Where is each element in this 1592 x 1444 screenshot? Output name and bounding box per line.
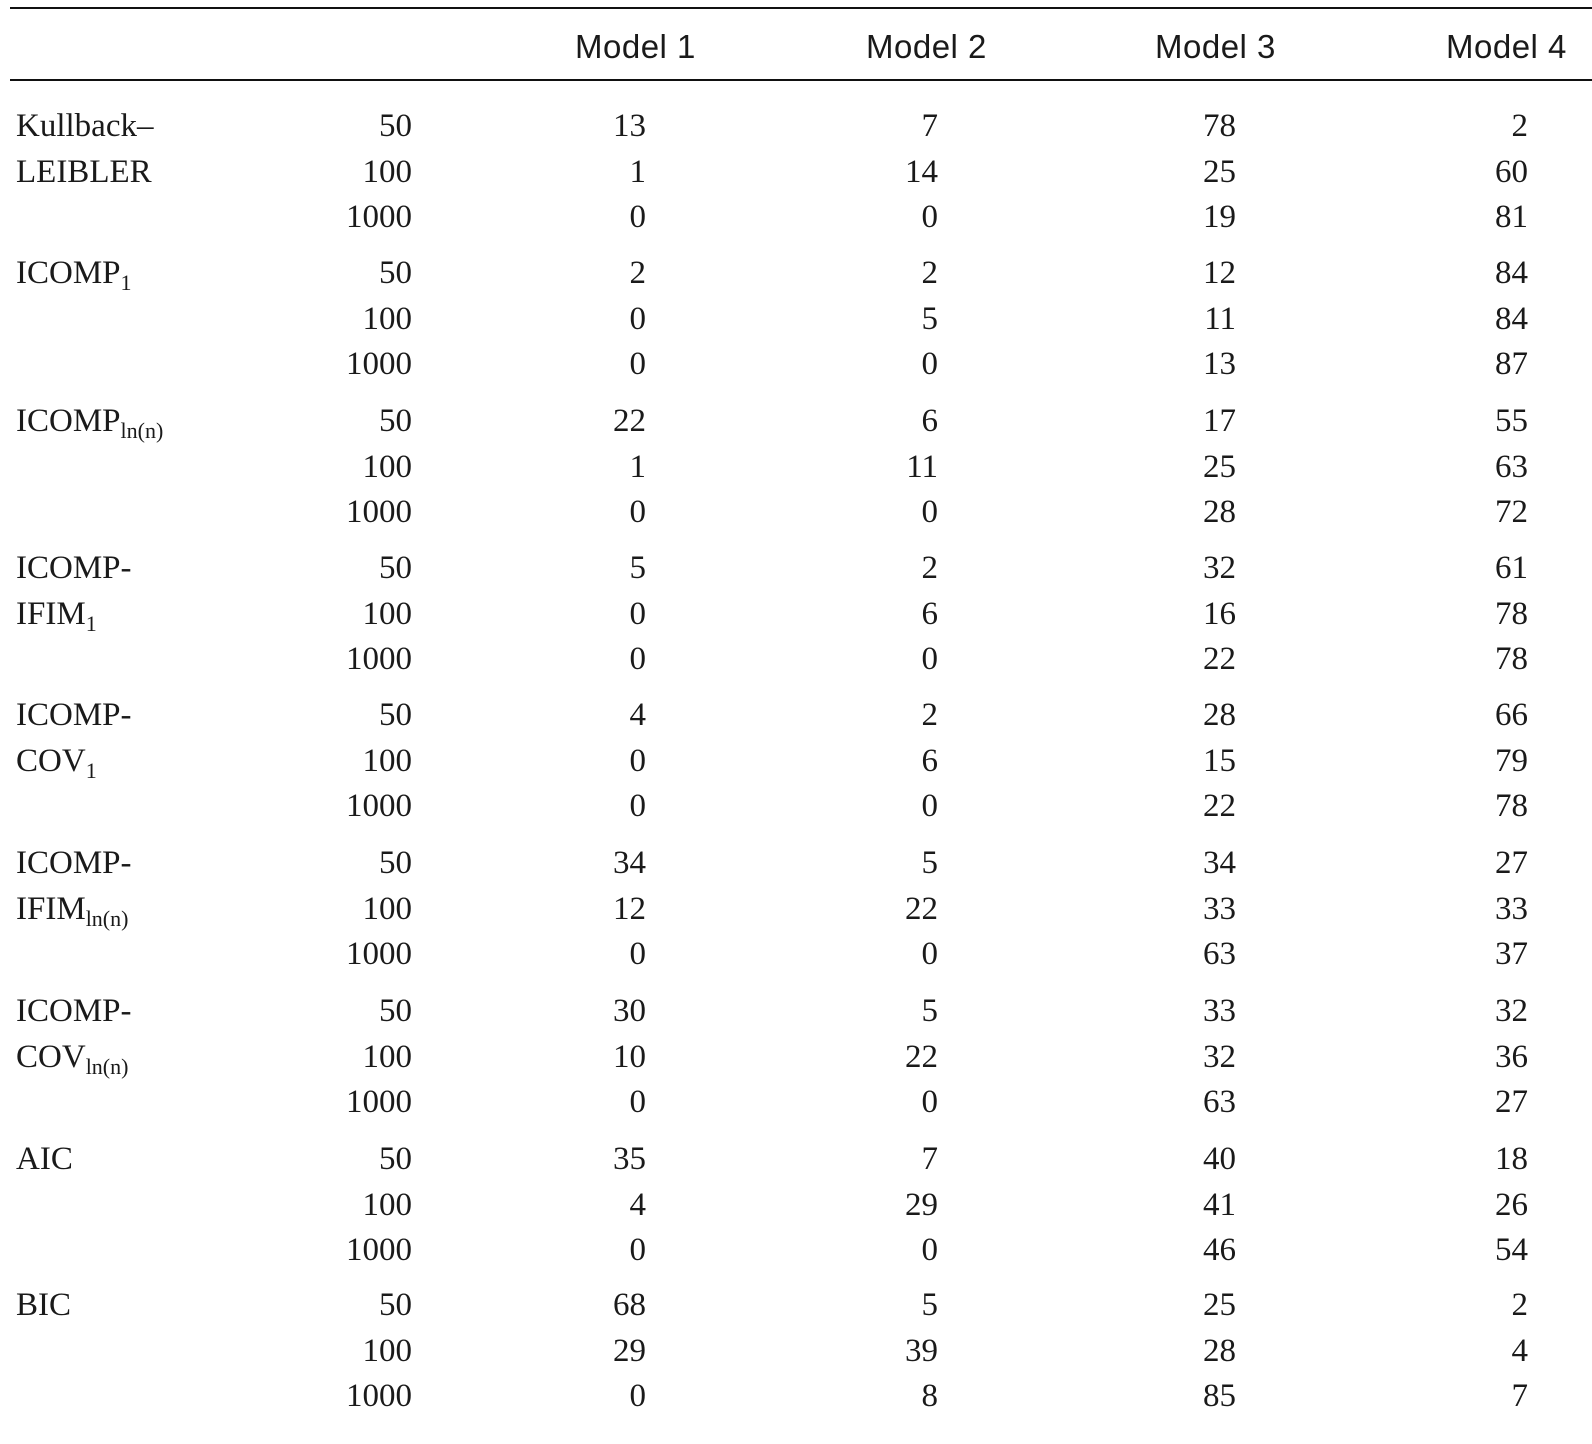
sample-size-cell: 1000	[346, 346, 412, 382]
model-1-count-cell: 4	[629, 697, 646, 733]
model-4-count-cell: 36	[1495, 1038, 1528, 1075]
sample-size-cell: 100	[362, 448, 412, 485]
model-4-count-cell: 27	[1495, 1084, 1528, 1120]
sample-size-cell: 50	[379, 1141, 412, 1177]
model-2-count-cell: 0	[921, 936, 938, 972]
sample-size-cell: 100	[362, 595, 412, 632]
criterion-label	[16, 697, 132, 733]
model-4-count-cell: 55	[1495, 403, 1528, 439]
model-4-count-cell: 33	[1495, 890, 1528, 927]
criterion-label	[16, 108, 153, 144]
criterion-label-subscript: 1	[85, 757, 97, 783]
model-4-count-cell: 78	[1495, 641, 1528, 677]
criterion-label-text: ICOMP-	[16, 845, 132, 881]
criterion-label	[16, 596, 97, 642]
model-2-count-cell: 5	[921, 845, 938, 881]
model-3-count-cell: 33	[1203, 993, 1236, 1029]
criterion-label-text: COV	[16, 1038, 86, 1075]
model-2-count-cell: 11	[906, 448, 938, 485]
model-3-count-cell: 34	[1203, 845, 1236, 881]
criterion-label	[16, 154, 152, 190]
model-4-count-cell: 54	[1495, 1232, 1528, 1268]
sample-size-cell: 50	[379, 108, 412, 144]
model-1-count-cell: 35	[613, 1141, 646, 1177]
criterion-label-text: AIC	[16, 1141, 73, 1177]
model-4-count-cell: 78	[1495, 595, 1528, 632]
criterion-label-text: ICOMP-	[16, 993, 132, 1029]
criterion-label-subscript: ln(n)	[120, 418, 164, 443]
model-1-count-cell: 0	[629, 494, 646, 530]
criterion-label	[16, 1287, 71, 1323]
model-4-count-cell: 79	[1495, 742, 1528, 779]
model-1-count-cell: 68	[613, 1287, 646, 1323]
sample-size-cell: 100	[362, 1332, 412, 1369]
model-4-count-cell: 61	[1495, 550, 1528, 586]
criterion-label-text: LEIBLER	[16, 153, 152, 190]
criterion-label-text: Kullback–	[16, 108, 154, 144]
sample-size-cell: 50	[379, 697, 412, 733]
model-4-count-cell: 2	[1511, 108, 1528, 144]
model-3-count-cell: 22	[1203, 788, 1236, 824]
model-4-count-cell: 78	[1495, 788, 1528, 824]
model-1-count-cell: 0	[629, 346, 646, 382]
model-3-count-cell: 13	[1203, 346, 1236, 382]
sample-size-cell: 50	[379, 550, 412, 586]
criterion-label	[16, 993, 132, 1029]
model-2-count-cell: 0	[921, 1232, 938, 1268]
model-3-count-cell: 22	[1203, 641, 1236, 677]
model-4-count-cell: 27	[1495, 845, 1528, 881]
model-2-count-cell: 5	[921, 993, 938, 1029]
model-1-count-cell: 4	[629, 1186, 646, 1223]
model-2-count-cell: 5	[921, 300, 938, 337]
criterion-label-subscript: ln(n)	[85, 1053, 129, 1079]
model-1-count-cell: 13	[613, 108, 646, 144]
model-4-count-cell: 7	[1511, 1378, 1528, 1414]
criterion-label	[16, 743, 97, 789]
model-2-count-cell: 7	[921, 108, 938, 144]
column-header-model-3: Model 3	[1155, 28, 1276, 65]
model-2-count-cell: 0	[921, 199, 938, 235]
model-3-count-cell: 15	[1203, 742, 1236, 779]
criterion-label	[16, 1141, 73, 1177]
model-2-count-cell: 22	[905, 1038, 938, 1075]
sample-size-cell: 1000	[346, 936, 412, 972]
criterion-label-text: ICOMP-	[16, 550, 132, 586]
model-3-count-cell: 16	[1203, 595, 1236, 632]
criterion-label	[16, 550, 132, 586]
model-2-count-cell: 22	[905, 890, 938, 927]
model-1-count-cell: 0	[629, 742, 646, 779]
model-4-count-cell: 18	[1495, 1141, 1528, 1177]
model-3-count-cell: 28	[1203, 1332, 1236, 1369]
model-3-count-cell: 17	[1203, 403, 1236, 439]
model-2-count-cell: 0	[921, 346, 938, 382]
model-2-count-cell: 5	[921, 1287, 938, 1323]
model-4-count-cell: 32	[1495, 993, 1528, 1029]
column-header-model-4: Model 4	[1446, 28, 1567, 65]
model-1-count-cell: 29	[613, 1332, 646, 1369]
model-3-count-cell: 32	[1203, 1038, 1236, 1075]
sample-size-cell: 1000	[346, 641, 412, 677]
model-2-count-cell: 6	[921, 403, 938, 439]
criterion-label-text: COV	[16, 742, 86, 779]
model-1-count-cell: 1	[629, 153, 646, 190]
model-1-count-cell: 34	[613, 845, 646, 881]
criterion-label-text: IFIM	[16, 890, 86, 927]
column-header-model-1: Model 1	[575, 28, 696, 65]
criterion-label	[16, 255, 132, 301]
model-2-count-cell: 14	[905, 153, 938, 190]
column-header-model-2: Model 2	[866, 28, 987, 65]
model-2-count-cell: 0	[921, 494, 938, 530]
criterion-label-text: IFIM	[16, 595, 86, 632]
sample-size-cell: 100	[362, 1038, 412, 1075]
model-4-count-cell: 72	[1495, 494, 1528, 530]
model-2-count-cell: 39	[905, 1332, 938, 1369]
criterion-label-subscript: 1	[85, 610, 97, 636]
criterion-label-text: ICOMP	[16, 403, 121, 439]
model-3-count-cell: 32	[1203, 550, 1236, 586]
model-3-count-cell: 28	[1203, 697, 1236, 733]
model-3-count-cell: 63	[1203, 936, 1236, 972]
criterion-label-text: ICOMP-	[16, 697, 132, 733]
model-3-count-cell: 25	[1203, 153, 1236, 190]
model-2-count-cell: 6	[921, 742, 938, 779]
model-2-count-cell: 2	[921, 697, 938, 733]
model-1-count-cell: 22	[613, 403, 646, 439]
model-3-count-cell: 41	[1203, 1186, 1236, 1223]
model-2-count-cell: 0	[921, 788, 938, 824]
model-1-count-cell: 0	[629, 788, 646, 824]
criterion-label	[16, 1039, 128, 1085]
sample-size-cell: 1000	[346, 1378, 412, 1414]
model-1-count-cell: 0	[629, 199, 646, 235]
criterion-label-text: BIC	[16, 1287, 72, 1323]
model-1-count-cell: 0	[629, 936, 646, 972]
sample-size-cell: 1000	[346, 199, 412, 235]
sample-size-cell: 100	[362, 153, 412, 190]
model-3-count-cell: 28	[1203, 494, 1236, 530]
model-1-count-cell: 0	[629, 595, 646, 632]
top-rule	[10, 7, 1592, 9]
model-1-count-cell: 0	[629, 300, 646, 337]
sample-size-cell: 1000	[346, 1084, 412, 1120]
model-3-count-cell: 25	[1203, 1287, 1236, 1323]
model-3-count-cell: 12	[1203, 255, 1236, 291]
sample-size-cell: 50	[379, 845, 412, 881]
header-rule	[10, 79, 1592, 81]
sample-size-cell: 100	[362, 1186, 412, 1223]
sample-size-cell: 50	[379, 993, 412, 1029]
model-2-count-cell: 29	[905, 1186, 938, 1223]
model-2-count-cell: 8	[921, 1378, 938, 1414]
criterion-label	[16, 403, 163, 449]
criterion-label-subscript: ln(n)	[85, 905, 129, 931]
sample-size-cell: 100	[362, 300, 412, 337]
model-2-count-cell: 6	[921, 595, 938, 632]
model-3-count-cell: 46	[1203, 1232, 1236, 1268]
model-2-count-cell: 7	[921, 1141, 938, 1177]
sample-size-cell: 1000	[346, 788, 412, 824]
model-2-count-cell: 2	[921, 550, 938, 586]
model-1-count-cell: 1	[629, 448, 646, 485]
model-3-count-cell: 40	[1203, 1141, 1236, 1177]
model-4-count-cell: 84	[1495, 300, 1528, 337]
criterion-label-text: ICOMP	[16, 255, 121, 291]
model-4-count-cell: 66	[1495, 697, 1528, 733]
model-2-count-cell: 0	[921, 641, 938, 677]
criterion-label	[16, 891, 128, 937]
model-4-count-cell: 2	[1511, 1287, 1528, 1323]
model-1-count-cell: 0	[629, 1232, 646, 1268]
model-4-count-cell: 37	[1495, 936, 1528, 972]
sample-size-cell: 50	[379, 255, 412, 291]
model-4-count-cell: 87	[1495, 346, 1528, 382]
model-4-count-cell: 63	[1495, 448, 1528, 485]
model-1-count-cell: 0	[629, 1378, 646, 1414]
model-1-count-cell: 2	[629, 255, 646, 291]
model-3-count-cell: 19	[1203, 199, 1236, 235]
model-3-count-cell: 63	[1203, 1084, 1236, 1120]
model-4-count-cell: 84	[1495, 255, 1528, 291]
model-3-count-cell: 11	[1204, 300, 1236, 337]
model-1-count-cell: 10	[613, 1038, 646, 1075]
model-1-count-cell: 0	[629, 1084, 646, 1120]
model-2-count-cell: 0	[921, 1084, 938, 1120]
model-2-count-cell: 2	[921, 255, 938, 291]
model-1-count-cell: 12	[613, 890, 646, 927]
sample-size-cell: 50	[379, 403, 412, 439]
model-3-count-cell: 33	[1203, 890, 1236, 927]
model-1-count-cell: 5	[629, 550, 646, 586]
sample-size-cell: 50	[379, 1287, 412, 1323]
model-4-count-cell: 4	[1511, 1332, 1528, 1369]
model-3-count-cell: 78	[1203, 108, 1236, 144]
criterion-label-subscript: 1	[120, 270, 132, 295]
model-4-count-cell: 26	[1495, 1186, 1528, 1223]
model-3-count-cell: 85	[1203, 1378, 1236, 1414]
sample-size-cell: 100	[362, 890, 412, 927]
sample-size-cell: 100	[362, 742, 412, 779]
sample-size-cell: 1000	[346, 1232, 412, 1268]
criterion-label	[16, 845, 132, 881]
model-4-count-cell: 60	[1495, 153, 1528, 190]
model-4-count-cell: 81	[1495, 199, 1528, 235]
model-1-count-cell: 30	[613, 993, 646, 1029]
model-1-count-cell: 0	[629, 641, 646, 677]
model-3-count-cell: 25	[1203, 448, 1236, 485]
sample-size-cell: 1000	[346, 494, 412, 530]
